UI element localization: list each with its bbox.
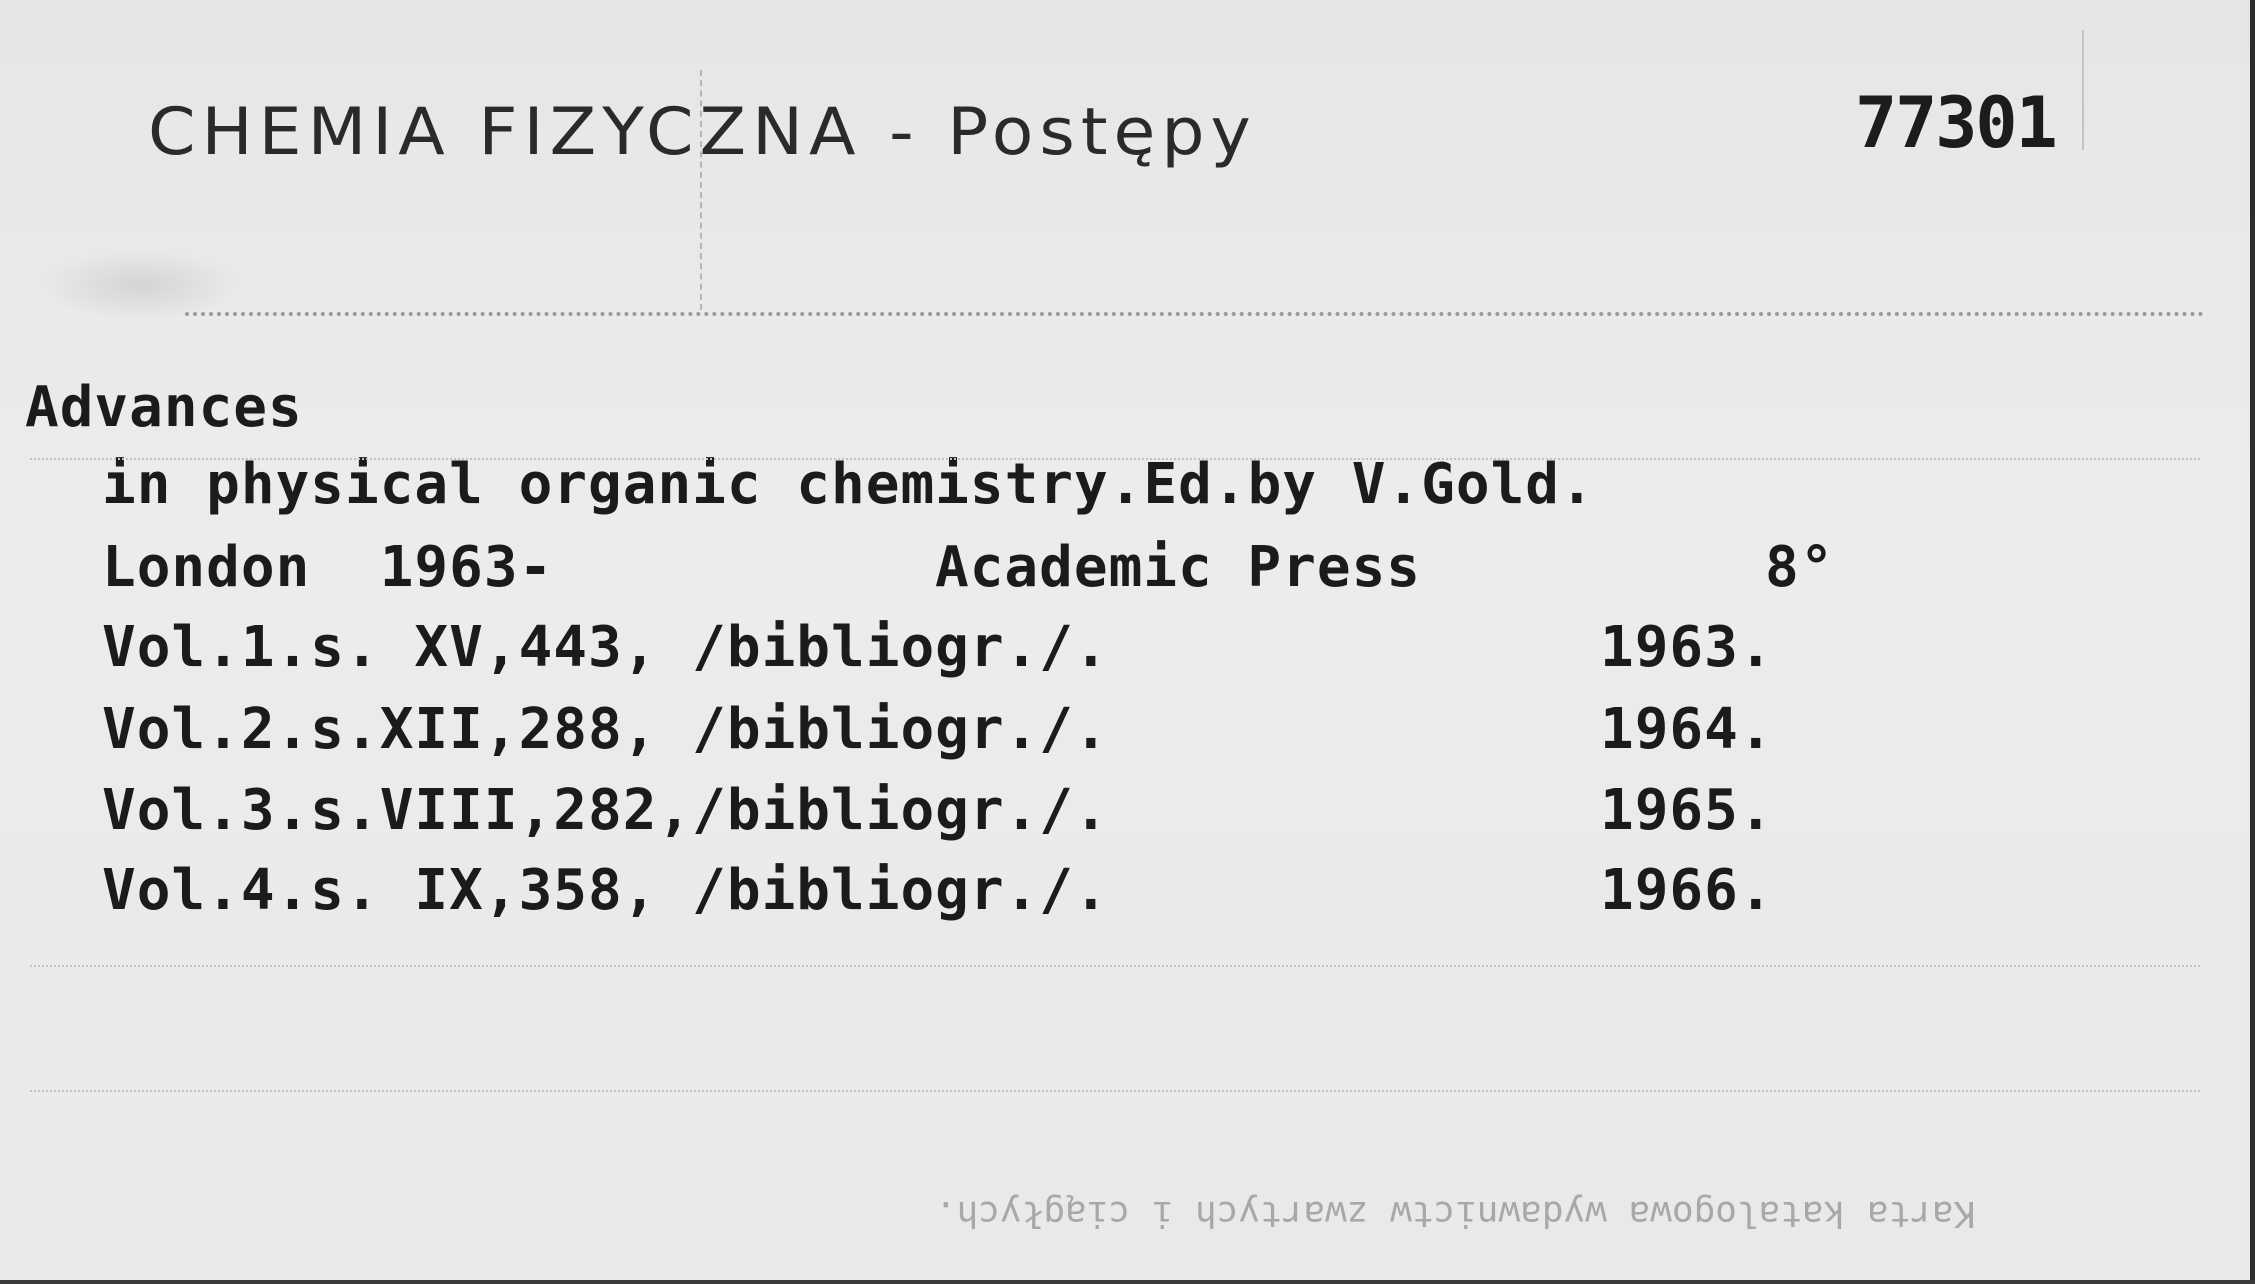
volume-desc: Vol.2.s.XII,288, /bibliogr./. <box>102 697 1109 762</box>
card-footer-print: Karta katalogowa wydawnictw zwartych i ciągłych. <box>935 1193 1976 1234</box>
volume-desc: Vol.4.s. IX,358, /bibliogr./. <box>102 858 1109 923</box>
ruled-line <box>30 458 2200 460</box>
volume-desc: Vol.1.s. XV,443, /bibliogr./. <box>102 615 1109 680</box>
volume-year: 1966. <box>1600 858 1774 923</box>
subject-heading: CHEMIA FIZYCZNA - Postępy <box>148 95 1257 171</box>
ruled-line <box>30 965 2200 967</box>
vertical-margin-line <box>2082 30 2084 150</box>
volume-desc: Vol.3.s.VIII,282,/bibliogr./. <box>102 778 1109 843</box>
card-edge <box>0 1280 2255 1284</box>
volume-year: 1965. <box>1600 778 1774 843</box>
title-line: in physical organic chemistry.Ed.by V.Gold. <box>102 452 1595 517</box>
volume-year: 1964. <box>1600 697 1774 762</box>
imprint-place-date: London 1963- <box>102 535 554 600</box>
card-edge <box>2250 0 2255 1284</box>
main-heading: Advances <box>25 375 303 440</box>
imprint-publisher: Academic Press <box>935 535 1422 600</box>
smudge <box>40 250 240 320</box>
imprint-format: 8° <box>1765 535 1835 600</box>
volume-year: 1963. <box>1600 615 1774 680</box>
ruled-line <box>30 1090 2200 1092</box>
header-rule <box>185 312 2205 316</box>
call-number: 77301 <box>1855 82 2056 164</box>
